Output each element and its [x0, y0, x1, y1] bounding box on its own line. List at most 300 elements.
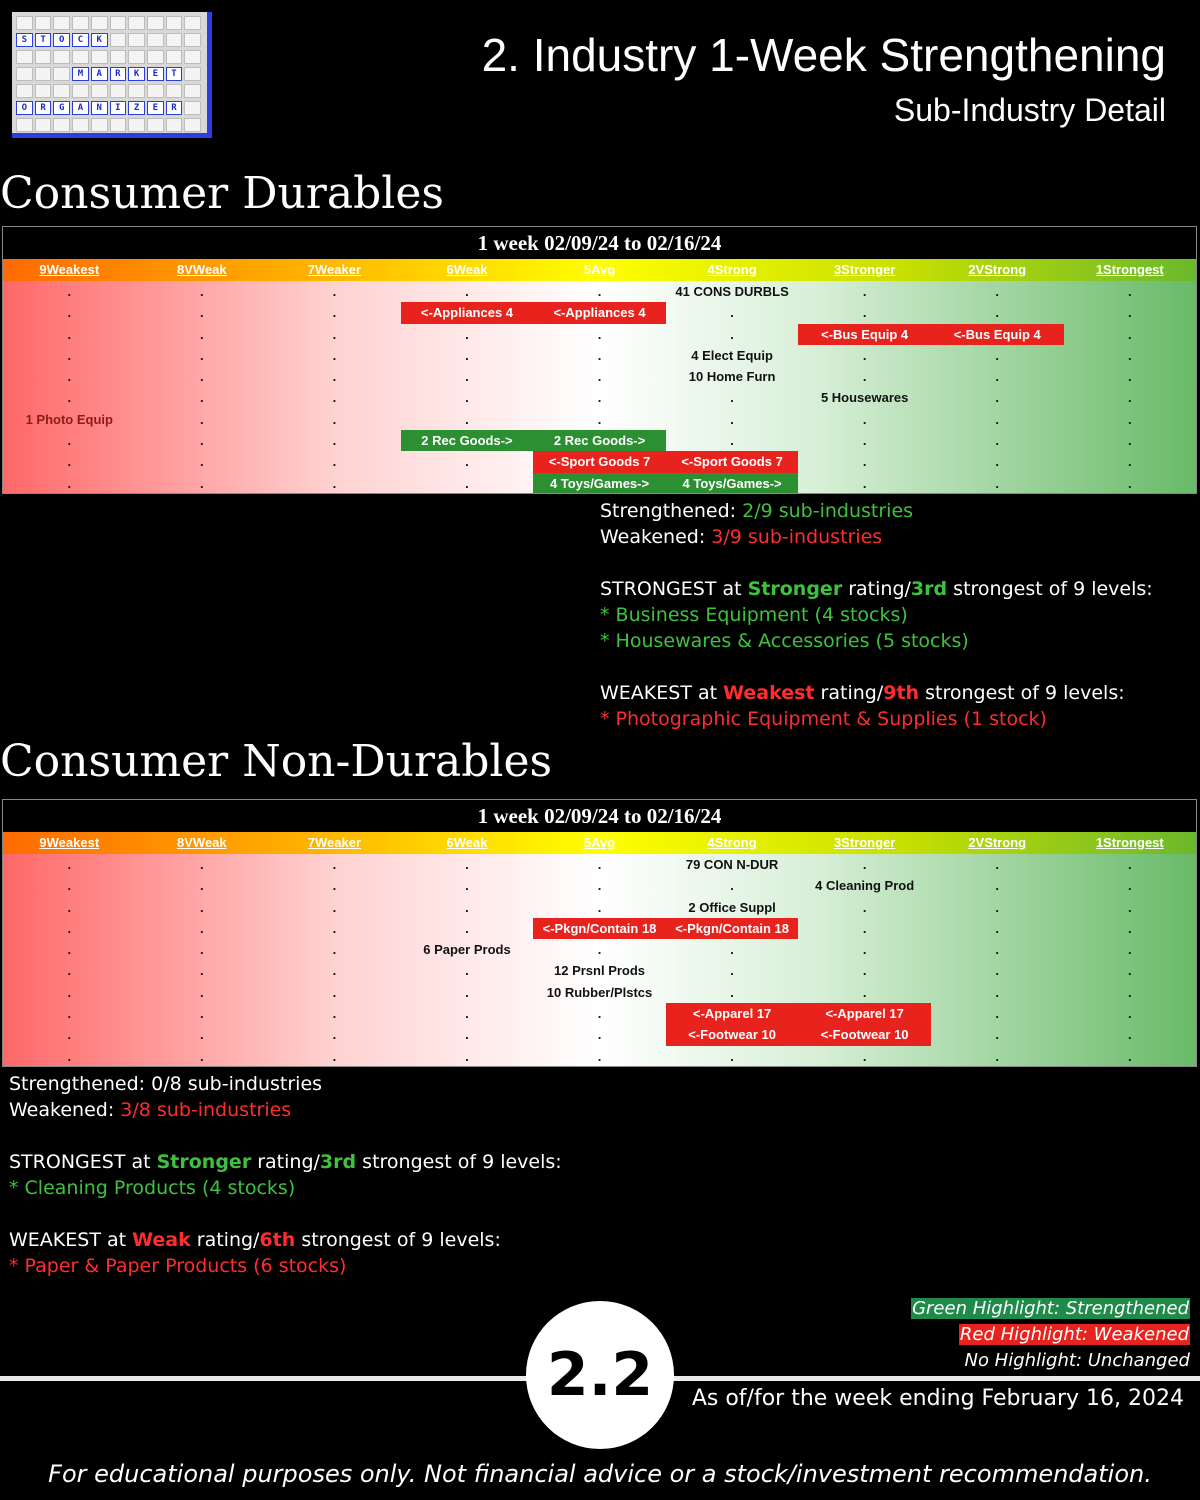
logo-letter: [128, 118, 145, 132]
grid-dot: .: [67, 326, 72, 342]
grid-dot: .: [332, 411, 337, 427]
grid-dot: .: [862, 305, 867, 321]
grid-dot: .: [597, 326, 602, 342]
grid-dot: .: [200, 475, 204, 491]
legend-strengthened: Green Highlight: Strengthened: [912, 1298, 1189, 1319]
grid-dot: .: [1127, 984, 1132, 1000]
grid-dot: .: [730, 963, 734, 979]
logo-row: [16, 118, 201, 132]
grid-period-header: 1 week 02/09/24 to 02/16/24: [3, 800, 1196, 832]
weakened-label: Weakened:: [9, 1099, 121, 1121]
page-title: 2. Industry 1-Week Strengthening: [481, 29, 1166, 81]
weakest-rank: 6th: [259, 1229, 296, 1251]
grid-dot: .: [465, 1027, 469, 1043]
logo-row: [16, 67, 201, 81]
logo-letter: [53, 67, 70, 81]
logo-letter: M: [72, 67, 89, 81]
grid-row: [3, 473, 1196, 494]
grid-dot: .: [730, 1048, 734, 1064]
level-label: 9Weakest: [39, 835, 100, 850]
grid-dot: .: [862, 1048, 867, 1064]
logo-letter: [184, 16, 201, 30]
logo-letter: [110, 33, 127, 47]
weakest-mid: rating/: [190, 1229, 260, 1251]
grid-dot: .: [332, 433, 337, 449]
sub-industry-cell: <-Footwear 10: [666, 1024, 799, 1045]
level-label: 4Strong: [707, 835, 757, 850]
grid-dot: .: [465, 284, 469, 299]
grid-row: [3, 387, 1196, 408]
logo-letter: [53, 84, 70, 98]
strongest-prefix: STRONGEST at: [600, 578, 748, 600]
logo-letter: [16, 50, 33, 64]
grid-dot: .: [1127, 347, 1132, 363]
logo-letter: [16, 67, 33, 81]
weakened-label: Weakened:: [600, 526, 712, 548]
logo-letter: [53, 50, 70, 64]
rating-grid-consumer-non-durables: [2, 799, 1197, 1067]
logo-letter: [184, 50, 201, 64]
grid-row: [3, 345, 1196, 366]
grid-row: [3, 918, 1196, 939]
grid-dot: .: [67, 1006, 72, 1022]
grid-row: [3, 451, 1196, 472]
sub-industry-cell: <-Bus Equip 4: [931, 324, 1064, 345]
logo-letter: [35, 16, 52, 30]
grid-dot: .: [995, 390, 1000, 406]
grid-row: [3, 366, 1196, 387]
grid-dot: .: [1127, 963, 1132, 979]
grid-dot: .: [862, 454, 867, 470]
grid-dot: .: [200, 347, 204, 363]
logo-letter: S: [16, 33, 33, 47]
grid-row: [3, 281, 1196, 302]
legend-weakened: Red Highlight: Weakened: [959, 1324, 1189, 1345]
grid-dot: .: [1127, 284, 1132, 299]
grid-dot: .: [465, 857, 469, 872]
grid-dot: .: [465, 920, 469, 936]
grid-dot: .: [862, 369, 867, 385]
strongest-prefix: STRONGEST at: [9, 1151, 157, 1173]
grid-dot: .: [67, 390, 72, 406]
grid-body: [3, 854, 1196, 1067]
grid-dot: .: [597, 1027, 602, 1043]
grid-row: [3, 302, 1196, 323]
grid-dot: .: [995, 920, 1000, 936]
sub-industry-cell: 41 CONS DURBLS: [675, 284, 789, 299]
logo-letter: E: [147, 67, 164, 81]
sub-industry-cell: 5 Housewares: [820, 390, 909, 406]
grid-dot: .: [200, 1027, 204, 1043]
grid-dot: .: [200, 390, 204, 406]
weakest-item: * Paper & Paper Products (6 stocks): [9, 1255, 347, 1277]
logo-row: [16, 50, 201, 64]
logo-letter: [184, 118, 201, 132]
strengthened-label: Strengthened:: [600, 500, 743, 522]
strongest-suffix: strongest of 9 levels:: [947, 578, 1153, 600]
logo-letter: [147, 16, 164, 30]
strongest-rating: Stronger: [156, 1151, 252, 1173]
grid-dot: .: [730, 390, 734, 406]
level-label: 4Strong: [707, 262, 757, 277]
logo-row: [16, 16, 201, 30]
grid-dot: .: [332, 475, 337, 491]
logo-letter: [147, 50, 164, 64]
grid-dot: .: [862, 963, 867, 979]
weakest-suffix: strongest of 9 levels:: [295, 1229, 501, 1251]
grid-dot: .: [465, 963, 469, 979]
strongest-mid: rating/: [251, 1151, 320, 1173]
grid-dot: .: [730, 942, 734, 958]
grid-dot: .: [465, 454, 469, 470]
grid-dot: .: [67, 305, 72, 321]
sub-industry-cell: 6 Paper Prods: [423, 942, 511, 958]
grid-dot: .: [862, 857, 867, 872]
grid-row: [3, 939, 1196, 960]
grid-row: [3, 982, 1196, 1003]
grid-dot: .: [332, 920, 337, 936]
grid-dot: .: [730, 433, 734, 449]
grid-dot: .: [67, 878, 72, 894]
level-label: 5Avg: [583, 262, 616, 277]
logo-letter: [184, 33, 201, 47]
grid-dot: .: [465, 347, 469, 363]
grid-dot: .: [995, 857, 1000, 872]
grid-dot: .: [995, 878, 1000, 894]
as-of-date: As of/for the week ending February 16, 2024: [691, 1386, 1184, 1411]
logo-letter: R: [35, 101, 52, 115]
grid-dot: .: [465, 1006, 469, 1022]
grid-dot: .: [862, 284, 867, 299]
sub-industry-cell: <-Footwear 10: [798, 1024, 931, 1045]
strongest-item: * Housewares & Accessories (5 stocks): [600, 630, 969, 652]
weakest-suffix: strongest of 9 levels:: [919, 682, 1125, 704]
level-header-row: [3, 832, 1196, 854]
grid-dot: .: [597, 390, 602, 406]
level-label: 9Weakest: [39, 262, 100, 277]
grid-dot: .: [465, 369, 469, 385]
sub-industry-cell: 2 Office Suppl: [688, 899, 776, 915]
grid-dot: .: [67, 984, 72, 1000]
grid-dot: .: [1127, 1027, 1132, 1043]
grid-dot: .: [67, 920, 72, 936]
logo-letter: [147, 118, 164, 132]
grid-dot: .: [67, 1048, 72, 1064]
grid-dot: .: [1127, 1048, 1132, 1064]
grid-dot: .: [730, 878, 734, 894]
grid-dot: .: [862, 347, 867, 363]
logo-letter: C: [72, 33, 89, 47]
grid-dot: .: [995, 369, 1000, 385]
page-subtitle: Sub-Industry Detail: [893, 92, 1166, 128]
grid-row: [3, 854, 1196, 875]
logo-letter: [72, 50, 89, 64]
logo-letter: [91, 16, 108, 30]
grid-dot: .: [465, 899, 469, 915]
logo: [12, 12, 212, 138]
logo-letter: T: [166, 67, 183, 81]
section-title-consumer-non-durables: Consumer Non-Durables: [0, 736, 553, 787]
strongest-rank: 3rd: [910, 578, 948, 600]
strengthened-label: Strengthened: 0/8 sub-industries: [9, 1073, 323, 1095]
grid-dot: .: [862, 920, 867, 936]
logo-letter: [147, 84, 164, 98]
summary-consumer-non-durables: [9, 1071, 562, 1279]
level-label: 2VStrong: [968, 835, 1027, 850]
strongest-mid: rating/: [842, 578, 911, 600]
logo-letter: [91, 118, 108, 132]
grid-dot: .: [995, 984, 1000, 1000]
grid-dot: .: [67, 963, 72, 979]
grid-dot: .: [730, 411, 734, 427]
logo-letter: E: [147, 101, 164, 115]
grid-dot: .: [332, 326, 337, 342]
logo-letter: [147, 33, 164, 47]
grid-dot: .: [67, 942, 72, 958]
grid-dot: .: [597, 347, 602, 363]
grid-dot: .: [597, 1006, 602, 1022]
logo-letter: [72, 84, 89, 98]
logo-letter: [128, 33, 145, 47]
grid-row: [3, 430, 1196, 451]
grid-dot: .: [1127, 942, 1132, 958]
grid-dot: .: [995, 454, 1000, 470]
grid-dot: .: [1127, 475, 1132, 491]
grid-dot: .: [1127, 454, 1132, 470]
grid-dot: .: [730, 326, 734, 342]
grid-dot: .: [597, 284, 602, 299]
sub-industry-cell: 12 Prsnl Prods: [554, 963, 646, 979]
grid-dot: .: [332, 284, 337, 299]
logo-letter: [184, 67, 201, 81]
grid-dot: .: [862, 433, 867, 449]
grid-dot: .: [597, 878, 602, 894]
weakened-value: 3/9 sub-industries: [711, 526, 883, 548]
logo-letter: O: [53, 33, 70, 47]
weakest-mid: rating/: [814, 682, 884, 704]
logo-letter: [53, 16, 70, 30]
logo-letter: [128, 50, 145, 64]
grid-dot: .: [597, 1048, 602, 1064]
grid-dot: .: [200, 1048, 204, 1064]
grid-dot: .: [465, 475, 469, 491]
grid-dot: .: [465, 411, 469, 427]
grid-dot: .: [465, 390, 469, 406]
grid-dot: .: [332, 1048, 337, 1064]
grid-dot: .: [1127, 390, 1132, 406]
sub-industry-cell: 4 Toys/Games->: [533, 473, 666, 494]
grid-dot: .: [995, 305, 1000, 321]
logo-letter: R: [166, 101, 183, 115]
grid-dot: .: [332, 390, 337, 406]
logo-letter: A: [72, 101, 89, 115]
grid-dot: .: [200, 411, 204, 427]
grid-dot: .: [332, 1006, 337, 1022]
grid-dot: .: [1127, 899, 1132, 915]
grid-row: [3, 960, 1196, 981]
grid-dot: .: [67, 857, 72, 872]
grid-dot: .: [332, 878, 337, 894]
grid-dot: .: [332, 305, 337, 321]
grid-dot: .: [995, 942, 1000, 958]
grid-dot: .: [995, 1048, 1000, 1064]
grid-row: [3, 875, 1196, 896]
level-label: 1Strongest: [1095, 262, 1164, 277]
grid-dot: .: [597, 857, 602, 872]
logo-letter: [16, 118, 33, 132]
grid-dot: .: [332, 347, 337, 363]
logo-letter: T: [35, 33, 52, 47]
grid-dot: .: [862, 899, 867, 915]
sub-industry-cell: 4 Toys/Games->: [666, 473, 799, 494]
grid-dot: .: [995, 1006, 1000, 1022]
grid-dot: .: [995, 899, 1000, 915]
sub-industry-cell: 1 Photo Equip: [25, 411, 113, 427]
sub-industry-cell: 79 CON N-DUR: [685, 857, 779, 872]
level-label: 7Weaker: [307, 262, 362, 277]
sub-industry-cell: <-Sport Goods 7: [666, 451, 799, 472]
sub-industry-cell: 4 Cleaning Prod: [815, 878, 915, 894]
sub-industry-cell: <-Apparel 17: [666, 1003, 799, 1024]
logo-letter: [53, 118, 70, 132]
logo-letter: [128, 84, 145, 98]
logo-letter: [110, 50, 127, 64]
logo-letter: [110, 118, 127, 132]
sub-industry-cell: 4 Elect Equip: [691, 347, 773, 363]
weakest-prefix: WEAKEST at: [600, 682, 724, 704]
logo-row: [16, 101, 201, 115]
grid-dot: .: [200, 920, 204, 936]
grid-row: [3, 1024, 1196, 1045]
logo-letter: [35, 50, 52, 64]
weakest-rating: Weakest: [723, 682, 815, 704]
grid-dot: .: [67, 899, 72, 915]
grid-dot: .: [200, 878, 204, 894]
strongest-rating: Stronger: [747, 578, 843, 600]
logo-letter: [91, 84, 108, 98]
weakest-rating: Weak: [132, 1229, 191, 1251]
grid-dot: .: [597, 411, 602, 427]
grid-row: [3, 1003, 1196, 1024]
level-label: 8VWeak: [177, 262, 227, 277]
weakened-value: 3/8 sub-industries: [120, 1099, 292, 1121]
sub-industry-cell: <-Pkgn/Contain 18: [666, 918, 799, 939]
logo-letter: [16, 16, 33, 30]
logo-letter: R: [110, 67, 127, 81]
grid-dot: .: [332, 369, 337, 385]
grid-dot: .: [200, 284, 204, 299]
disclaimer: For educational purposes only. Not financial advice or a stock/investment recommendation.: [48, 1460, 1152, 1488]
grid-dot: .: [995, 963, 1000, 979]
grid-dot: .: [332, 942, 337, 958]
grid-dot: .: [200, 984, 204, 1000]
grid-dot: .: [730, 305, 734, 321]
grid-dot: .: [1127, 1006, 1132, 1022]
grid-dot: .: [200, 942, 204, 958]
grid-dot: .: [862, 984, 867, 1000]
logo-letter: [184, 101, 201, 115]
sub-industry-cell: <-Appliances 4: [533, 302, 666, 323]
grid-dot: .: [995, 475, 1000, 491]
grid-row: [3, 409, 1196, 430]
grid-dot: .: [730, 984, 734, 1000]
grid-dot: .: [332, 899, 337, 915]
logo-letter: [110, 84, 127, 98]
logo-letter: [128, 16, 145, 30]
level-label: 7Weaker: [307, 835, 362, 850]
grid-dot: .: [1127, 878, 1132, 894]
grid-dot: .: [332, 1027, 337, 1043]
grid-period-header: 1 week 02/09/24 to 02/16/24: [3, 227, 1196, 259]
weakest-prefix: WEAKEST at: [9, 1229, 133, 1251]
grid-row: [3, 897, 1196, 918]
level-label: 6Weak: [446, 835, 488, 850]
grid-dot: .: [67, 1027, 72, 1043]
logo-letter: O: [16, 101, 33, 115]
strengthened-value: 2/9 sub-industries: [742, 500, 914, 522]
grid-dot: .: [200, 857, 204, 872]
logo-letter: [35, 84, 52, 98]
sub-industry-cell: 2 Rec Goods->: [401, 430, 534, 451]
section-title-consumer-durables: Consumer Durables: [0, 168, 444, 219]
grid-dot: .: [995, 1027, 1000, 1043]
level-label: 5Avg: [583, 835, 616, 850]
logo-letter: [166, 50, 183, 64]
grid-dot: .: [1127, 326, 1132, 342]
logo-letter: K: [91, 33, 108, 47]
sub-industry-cell: <-Bus Equip 4: [798, 324, 931, 345]
level-label: 3Stronger: [833, 835, 896, 850]
grid-dot: .: [200, 899, 204, 915]
sub-industry-cell: <-Appliances 4: [401, 302, 534, 323]
grid-dot: .: [862, 411, 867, 427]
logo-letter: I: [110, 101, 127, 115]
strongest-item: * Cleaning Products (4 stocks): [9, 1177, 296, 1199]
grid-dot: .: [200, 305, 204, 321]
grid-dot: .: [1127, 411, 1132, 427]
grid-dot: .: [67, 369, 72, 385]
grid-dot: .: [995, 433, 1000, 449]
sub-industry-cell: 10 Rubber/Plstcs: [546, 984, 653, 1000]
grid-dot: .: [465, 878, 469, 894]
grid-dot: .: [67, 347, 72, 363]
sub-industry-cell: <-Apparel 17: [798, 1003, 931, 1024]
level-header-row: [3, 259, 1196, 281]
rating-grid-consumer-durables: [2, 226, 1197, 494]
grid-dot: .: [597, 369, 602, 385]
logo-letter: [166, 84, 183, 98]
grid-dot: .: [465, 326, 469, 342]
grid-dot: .: [1127, 369, 1132, 385]
grid-dot: .: [200, 326, 204, 342]
grid-dot: .: [1127, 857, 1132, 872]
grid-body: [3, 281, 1196, 494]
grid-dot: .: [995, 411, 1000, 427]
logo-letter: A: [91, 67, 108, 81]
sub-industry-cell: <-Sport Goods 7: [533, 451, 666, 472]
level-label: 6Weak: [446, 262, 488, 277]
legend-unchanged: No Highlight: Unchanged: [964, 1350, 1190, 1371]
logo-letter: [110, 16, 127, 30]
grid-dot: .: [67, 475, 72, 491]
weakest-item: * Photographic Equipment & Supplies (1 stock): [600, 708, 1047, 730]
grid-row: [3, 324, 1196, 345]
logo-letter: [35, 67, 52, 81]
sub-industry-cell: 2 Rec Goods->: [533, 430, 666, 451]
grid-dot: .: [67, 433, 72, 449]
grid-dot: .: [200, 963, 204, 979]
grid-dot: .: [200, 369, 204, 385]
